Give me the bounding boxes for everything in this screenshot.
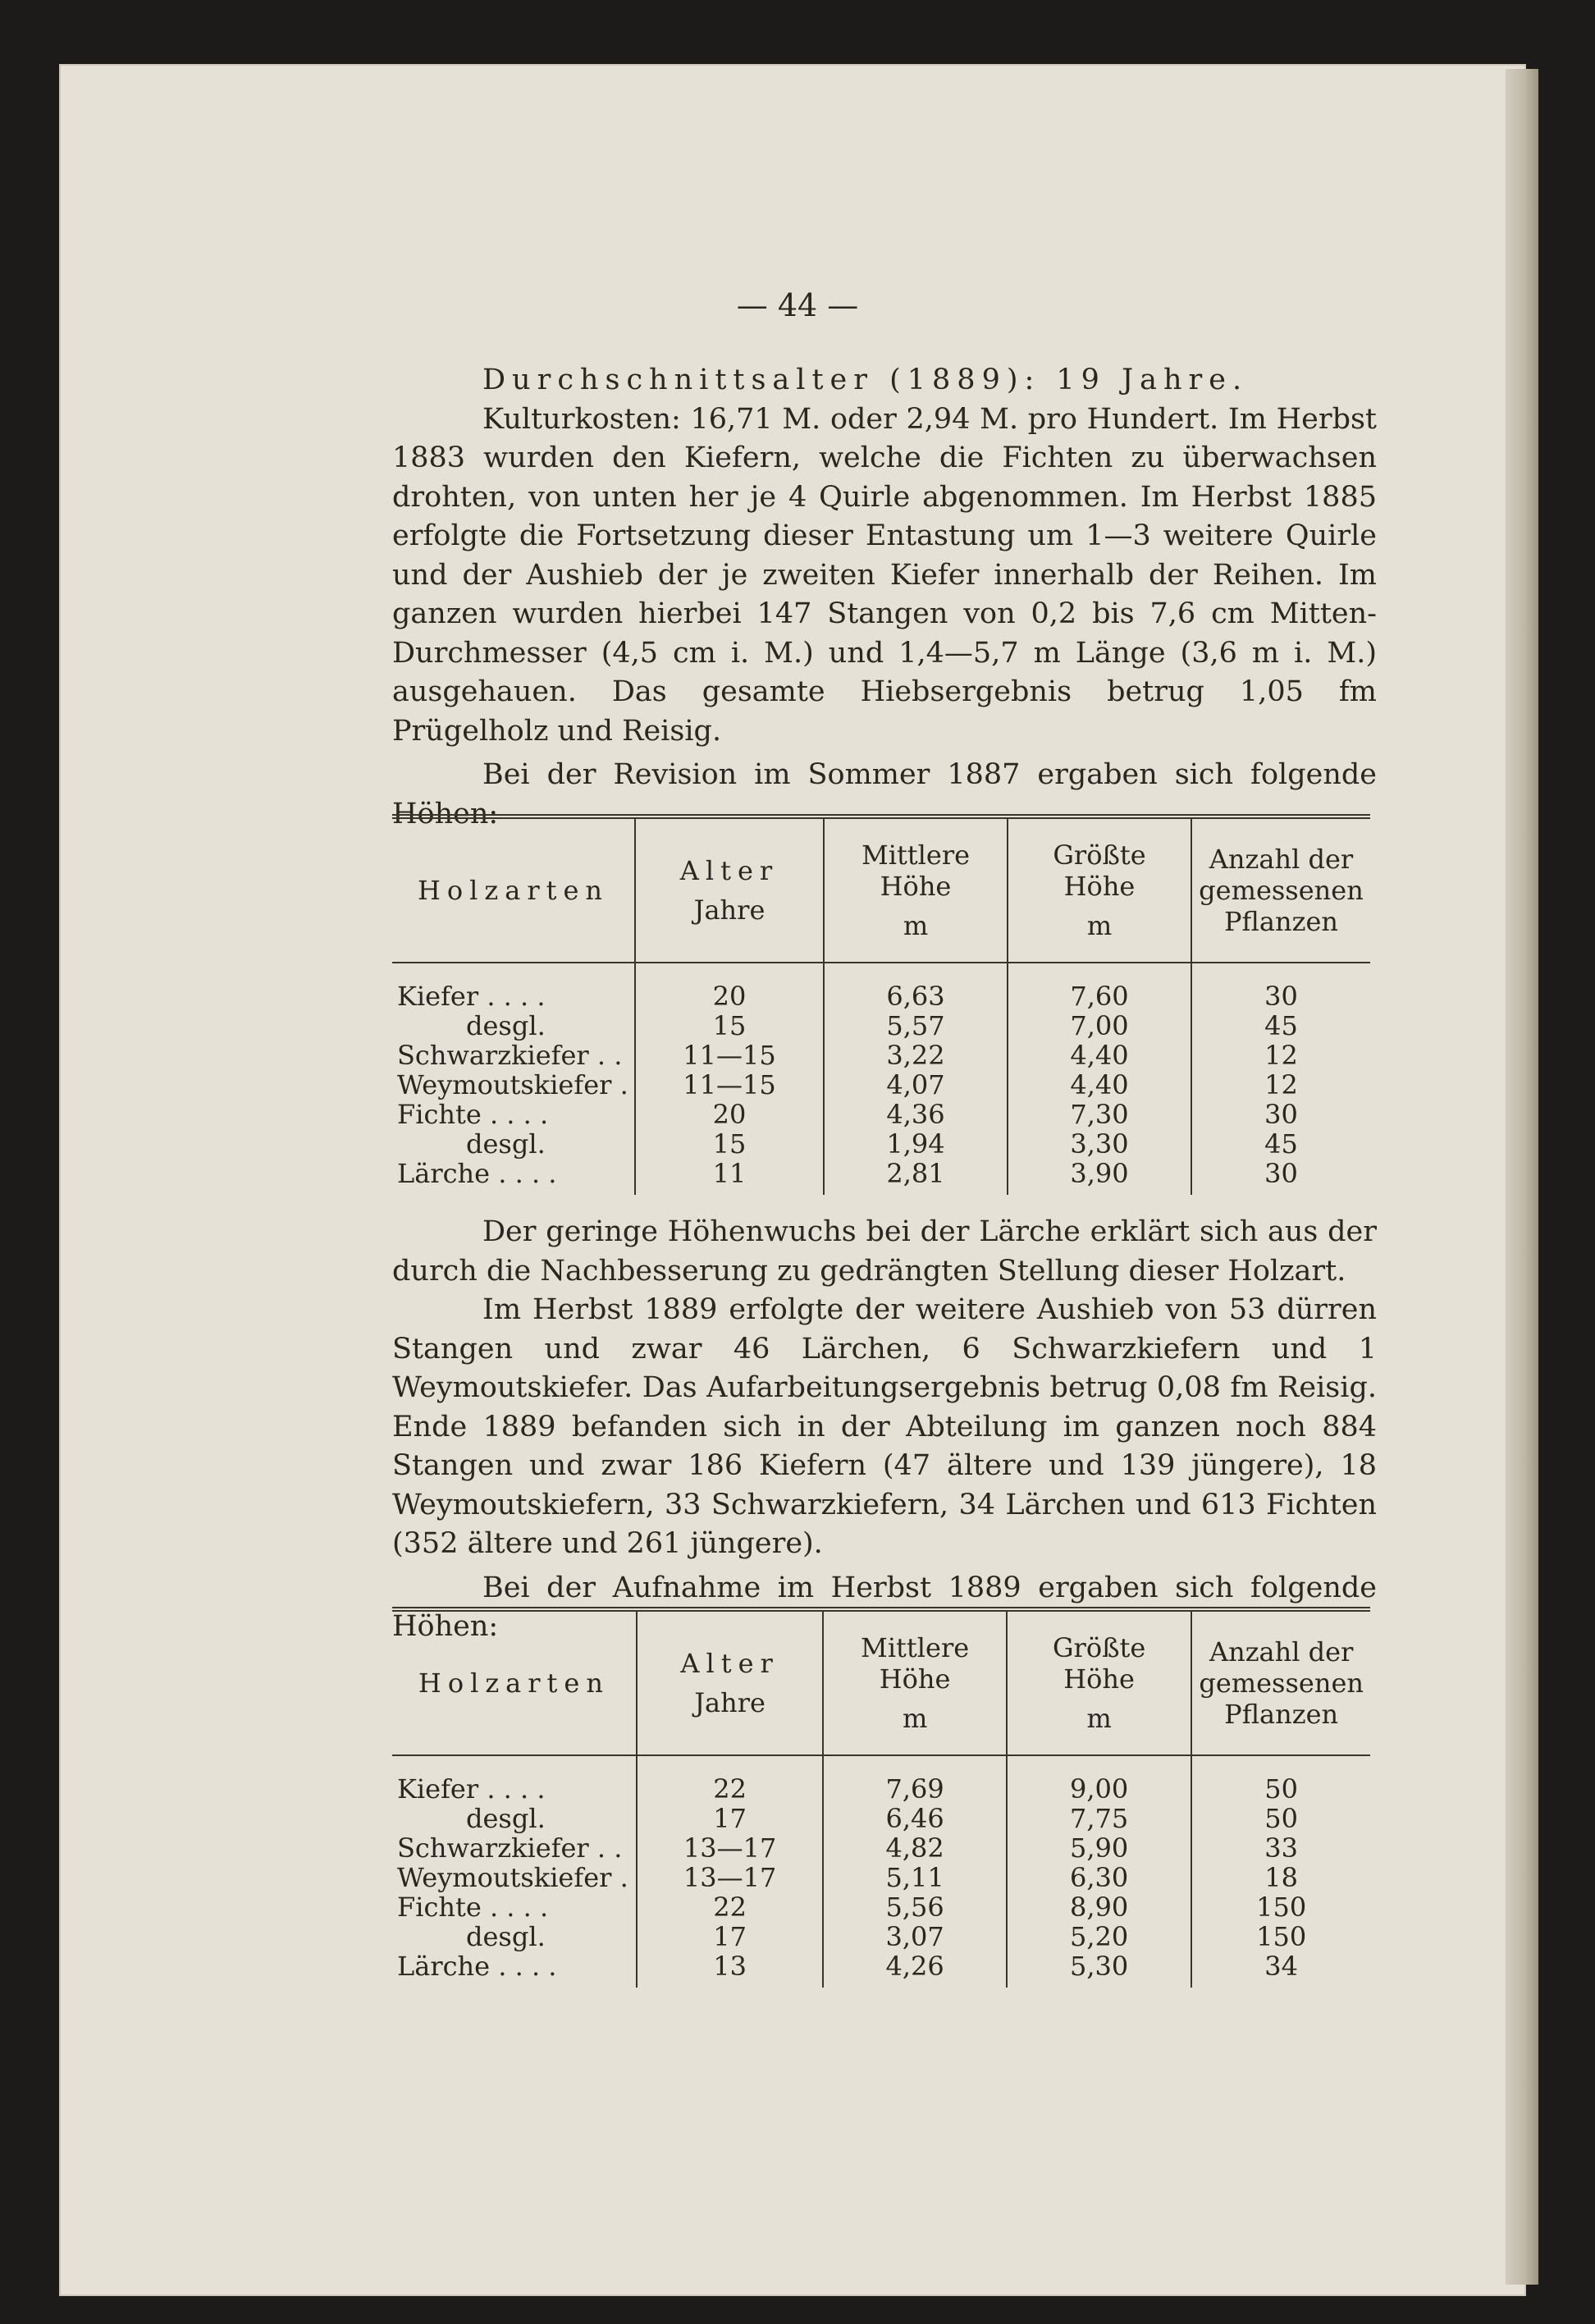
table-cell: 8,90 [1007, 1892, 1191, 1922]
table-cell: 12 [1191, 1070, 1370, 1100]
paragraph-aufnahme-intro: Bei der Aufnahme im Herbst 1889 ergaben sich folgende Höhen: [392, 1571, 1377, 1643]
col-header-alter: Alter Jahre [637, 1609, 823, 1755]
table-row [392, 1041, 1370, 1070]
col-header-alter: Alter Jahre [635, 817, 824, 963]
table-cell: 7,69 [823, 1755, 1007, 1804]
table-cell: 2,81 [824, 1159, 1008, 1195]
paragraph-kulturkosten: Kulturkosten: 16,71 M. oder 2,94 M. pro Hundert. Im Herbst 1883 wurden den Kiefern, welche die Fichten zu überwachsen drohten, von unten her je 4 Quirle abgenommen. Im Herbst 1885 erfolgte die Fortsetzung dieser Entastung um 1—3 weitere Quirle und der Aushieb der je zweiten Kiefer innerhalb der Reihen. Im ganzen wurden hierbei 147 Stangen von 0,2 bis 7,6 cm Mitten-Durchmesser (4,5 cm i. M.) und 1,4—5,7 m Länge (3,6 m i. M.) ausgehauen. Das gesamte Hiebsergebnis betrug 1,05 fm Prügelholz und Reisig. [392, 402, 1377, 748]
table-cell: 4,07 [824, 1070, 1008, 1100]
table-row [392, 1922, 1370, 1951]
table-cell: 150 [1191, 1922, 1370, 1951]
col-header-groesste-hoehe: Größte Höhe m [1008, 817, 1191, 963]
table-cell: desgl. [466, 1128, 546, 1160]
table-cell: 9,00 [1007, 1755, 1191, 1804]
col-header-holzarten: Holzarten [418, 1668, 610, 1699]
table-cell: Lärche . . . . [397, 1951, 557, 1982]
table-header-row [392, 817, 1370, 963]
table-cell: 30 [1191, 1100, 1370, 1129]
table-cell: 22 [637, 1755, 823, 1804]
table-cell: 5,20 [1007, 1922, 1191, 1951]
table-cell: desgl. [466, 1921, 546, 1952]
table-cell: 5,90 [1007, 1833, 1191, 1863]
table-cell: 7,00 [1008, 1011, 1191, 1041]
paragraph-durchschnittsalter: Durchschnittsalter (1889): 19 Jahre. [482, 364, 1249, 396]
table-row [392, 1070, 1370, 1100]
paragraph-revision-intro: Bei der Revision im Sommer 1887 ergaben sich folgende Höhen: [392, 758, 1377, 830]
table-cell: 18 [1191, 1863, 1370, 1892]
table-cell: 50 [1191, 1804, 1370, 1833]
table-cell: 12 [1191, 1041, 1370, 1070]
table-row [392, 1755, 1370, 1804]
table-cell: 17 [637, 1804, 823, 1833]
table-cell: 4,36 [824, 1100, 1008, 1129]
table-cell: Weymoutskiefer . [397, 1069, 628, 1100]
table-cell: 7,30 [1008, 1100, 1191, 1129]
table-cell: 1,94 [824, 1129, 1008, 1159]
table-cell: 15 [635, 1011, 824, 1041]
table-cell: 4,40 [1008, 1070, 1191, 1100]
paragraph-hoehenwuchs: Der geringe Höhenwuchs bei der Lärche erklärt sich aus der durch die Nachbesserung zu gedrängten Stellung dieser Holzart. [392, 1215, 1377, 1288]
col-header-groesste-hoehe: Größte Höhe m [1007, 1609, 1191, 1755]
table-row [392, 1011, 1370, 1041]
table-cell: 30 [1191, 963, 1370, 1011]
table-cell: 22 [637, 1892, 823, 1922]
table-cell: desgl. [466, 1803, 546, 1834]
table-cell: 50 [1191, 1755, 1370, 1804]
table-cell: 150 [1191, 1892, 1370, 1922]
table-row [392, 1863, 1370, 1892]
page-edge [1506, 69, 1538, 2285]
table-cell: 5,57 [824, 1011, 1008, 1041]
table-cell: 20 [635, 1100, 824, 1129]
height-table-1887 [392, 814, 1370, 1195]
table-cell: 6,30 [1007, 1863, 1191, 1892]
table-cell: 6,63 [824, 963, 1008, 1011]
table-cell: 13 [637, 1951, 823, 1988]
table-cell: Fichte . . . . [397, 1099, 549, 1130]
table-row [392, 1892, 1370, 1922]
table-cell: 3,07 [823, 1922, 1007, 1951]
table-cell: 11 [635, 1159, 824, 1195]
table-cell: 30 [1191, 1159, 1370, 1195]
table-cell: 6,46 [823, 1804, 1007, 1833]
table-cell: 3,90 [1008, 1159, 1191, 1195]
table-cell: Schwarzkiefer . . [397, 1832, 623, 1864]
table-cell: 34 [1191, 1951, 1370, 1988]
table-cell: 11—15 [635, 1041, 824, 1070]
table-cell: Fichte . . . . [397, 1892, 549, 1923]
table-cell: 11—15 [635, 1070, 824, 1100]
col-header-holzarten: Holzarten [417, 875, 610, 906]
table-cell: 13—17 [637, 1863, 823, 1892]
table-cell: 4,26 [823, 1951, 1007, 1988]
col-header-mittlere-hoehe: Mittlere Höhe m [824, 817, 1008, 963]
table-row [392, 1804, 1370, 1833]
table-cell: 4,40 [1008, 1041, 1191, 1070]
table-header-row [392, 1609, 1370, 1755]
col-header-mittlere-hoehe: Mittlere Höhe m [823, 1609, 1007, 1755]
paragraph-herbst-1889: Im Herbst 1889 erfolgte der weitere Aushieb von 53 dürren Stangen und zwar 46 Lärchen, 6 Schwarzkiefern und 1 Weymoutskiefer. Das Aufarbeitungsergebnis betrug 0,08 fm Reisig. Ende 1889 befanden sich in der Abteilung im ganzen noch 884 Stangen und zwar 186 Kiefern (47 ältere und 139 jüngere), 18 Weymoutskiefern, 33 Schwarzkiefern, 34 Lärchen und 613 Fichten (352 ältere und 261 jüngere). [392, 1293, 1377, 1560]
col-header-anzahl: Anzahl der gemessenen Pflanzen [1191, 817, 1370, 963]
table-cell: 5,56 [823, 1892, 1007, 1922]
page-number: — 44 — [736, 287, 859, 323]
table-cell: 5,30 [1007, 1951, 1191, 1988]
table-row [392, 1833, 1370, 1863]
table-cell: Weymoutskiefer . [397, 1862, 628, 1893]
height-table-1889 [392, 1607, 1370, 1988]
table-cell: 7,75 [1007, 1804, 1191, 1833]
table-cell: desgl. [466, 1010, 546, 1041]
table-cell: Schwarzkiefer . . [397, 1040, 623, 1071]
table-cell: 17 [637, 1922, 823, 1951]
table-cell: 45 [1191, 1011, 1370, 1041]
table-cell: Kiefer . . . . [397, 1773, 546, 1805]
table-cell: 4,82 [823, 1833, 1007, 1863]
table-cell: 15 [635, 1129, 824, 1159]
table-cell: 13—17 [637, 1833, 823, 1863]
table-cell: Lärche . . . . [397, 1158, 557, 1189]
table-row [392, 1129, 1370, 1159]
table-row [392, 1159, 1370, 1195]
table-cell: 33 [1191, 1833, 1370, 1863]
table-cell: Kiefer . . . . [397, 981, 546, 1012]
table-cell: 5,11 [823, 1863, 1007, 1892]
table-cell: 3,22 [824, 1041, 1008, 1070]
table-cell: 20 [635, 963, 824, 1011]
table-row [392, 1100, 1370, 1129]
col-header-anzahl: Anzahl der gemessenen Pflanzen [1191, 1609, 1370, 1755]
text-block-2 [392, 1213, 1377, 1647]
table-row [392, 963, 1370, 1011]
text-block-1 [392, 361, 1377, 834]
table-row [392, 1951, 1370, 1988]
table-cell: 3,30 [1008, 1129, 1191, 1159]
table-cell: 7,60 [1008, 963, 1191, 1011]
table-cell: 45 [1191, 1129, 1370, 1159]
